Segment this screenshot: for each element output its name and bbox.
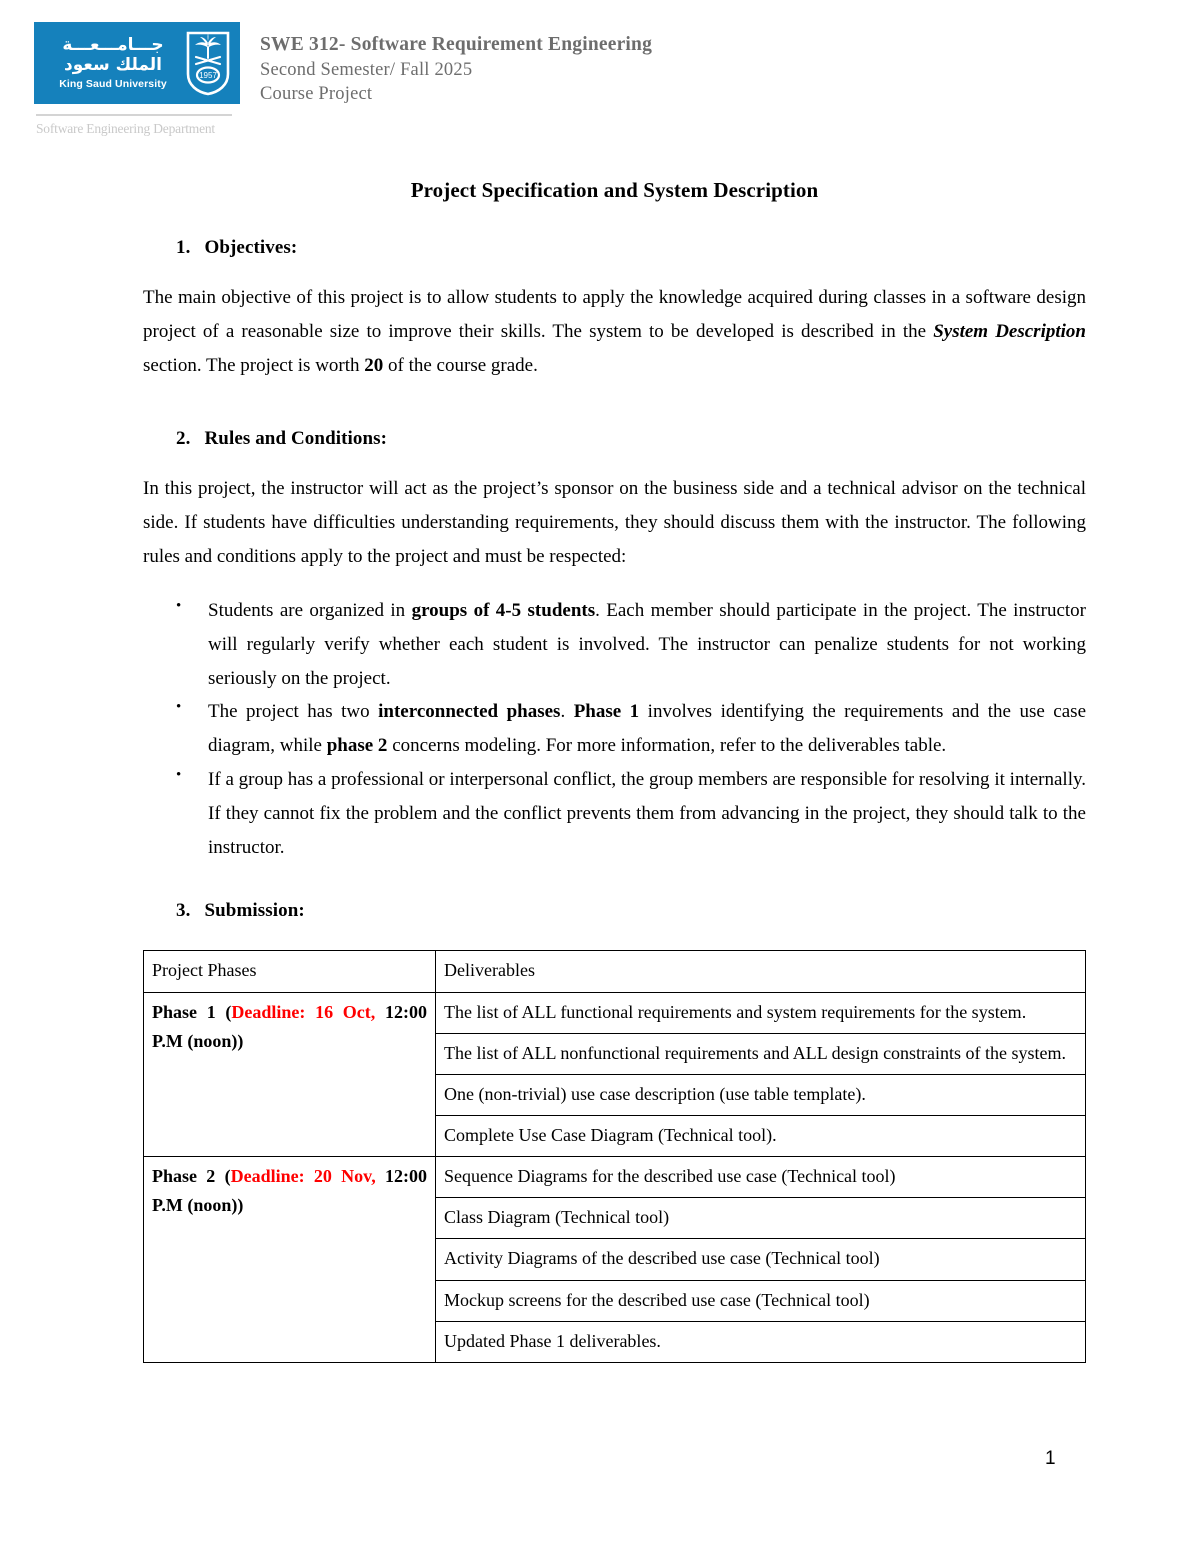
column-header-phases: Project Phases [144,951,436,992]
phase-2-deadline: Deadline: 20 Nov, [230,1166,376,1187]
logo-english-name: King Saud University [59,77,167,90]
spacer-after-objectives [143,382,1086,428]
objectives-paragraph [143,281,1086,382]
page-number: 1 [1045,1448,1056,1469]
deliverables-table [143,950,1086,1363]
section-heading-submission [176,900,1086,922]
bullet2-bold-phase2: phase 2 [326,735,388,757]
bullet1-part2: . Each member should participate in the project. The instructor will regularly verify whether each student is involved. The instructor can penalize students for not working seriously on the project. [208,599,1087,689]
system-description-emphasis: System Description [933,320,1086,342]
course-title-line: SWE 312- Software Requirement Engineering [260,34,653,55]
bullet2-bold-phases: interconnected phases [378,701,561,723]
project-grade-value: 20 [364,354,384,376]
rules-bullet-list [143,594,1086,865]
section-number-2: 2. [176,428,191,450]
list-item [143,594,1086,695]
deliverable-cell: The list of ALL functional requirements and system requirements for the system. [436,992,1086,1033]
section-number-1: 1. [176,237,191,258]
page-title: Project Specification and System Description [410,178,819,202]
list-item [143,763,1086,864]
phase-1-label-end: 12:00 P.M (noon)) [152,1001,427,1051]
deliverable-cell: Class Diagram (Technical tool) [436,1198,1086,1239]
bullet2-bold-phase1: Phase 1 [573,701,640,723]
objectives-text-part2: section. The project is worth [143,354,365,376]
table-row [144,992,1086,1033]
deliverable-cell: Complete Use Case Diagram (Technical tool). [436,1116,1086,1157]
objectives-text-part3: of the course grade. [383,354,538,376]
document-kind-line: Course Project [260,84,373,105]
bullet3-text: If a group has a professional or interpersonal conflict, the group members are responsible for resolving it internally. If they cannot fix the problem and the conflict prevents them from advancing in the project, they should talk to the instructor. [208,768,1086,858]
bullet1-part1: Students are organized in [208,599,412,621]
deliverable-cell: The list of ALL nonfunctional requirements and ALL design constraints of the system. [436,1033,1086,1074]
bullet2-part1: The project has two [208,701,379,723]
department-label: Software Engineering Department [36,121,215,136]
phase-2-label: Phase 2 ( [152,1166,231,1187]
semester-line: Second Semester/ Fall 2025 [260,59,473,80]
list-item [143,695,1086,763]
page-header [34,22,1160,137]
document-body [143,178,1086,1363]
phase-2-cell [144,1157,436,1363]
bullet1-bold-groups: groups of 4-5 students [411,599,596,621]
logo-arabic-line2: الملك سعود [64,54,162,75]
section-heading-rules [176,428,1086,450]
deliverable-cell: Activity Diagrams of the described use case (Technical tool) [436,1239,1086,1280]
section-label-objectives: Objectives: [204,237,298,258]
phase-1-label: Phase 1 ( [152,1001,232,1022]
objectives-text-part1: The main objective of this project is to allow students to apply the knowledge acquired during classes in a software design project of a reasonable size to improve their skills. The system to be developed is described in the [143,287,1086,342]
shield-year-label: 1957 [199,71,217,80]
university-logo-block [34,22,240,137]
bullet2-part4: concerns modeling. For more information, refer to the deliverables table. [387,735,947,757]
section-number-3: 3. [176,900,191,922]
phase-1-deadline: Deadline: 16 Oct, [231,1001,376,1022]
column-header-deliverables: Deliverables [436,951,1086,992]
section-label-rules: Rules and Conditions: [204,428,388,450]
logo-divider [36,114,232,116]
header-course-info [260,22,652,107]
deliverable-cell: Mockup screens for the described use case (Technical tool) [436,1280,1086,1321]
bullet2-part3: involves identifying the requirements and the use case diagram, while [208,701,1087,757]
spacer-before-submission [143,864,1086,900]
section-label-submission: Submission: [204,900,305,922]
ksu-shield-icon [182,30,234,96]
table-row [144,1157,1086,1198]
ksu-logo-badge [34,22,240,104]
logo-arabic-line1: جـــامـــعـــة [62,34,164,55]
phase-1-cell [144,992,436,1157]
phase-2-label-end: 12:00 P.M (noon)) [152,1166,427,1216]
logo-arabic-text [44,36,182,91]
table-header-row [144,951,1086,992]
bullet2-part2: . [560,701,574,723]
deliverable-cell: Updated Phase 1 deliverables. [436,1321,1086,1362]
deliverable-cell: Sequence Diagrams for the described use case (Technical tool) [436,1157,1086,1198]
rules-paragraph: In this project, the instructor will act as the project’s sponsor on the business side and a technical advisor on the technical side. If students have difficulties understanding requirements, they should discuss them with the instructor. The following rules and conditions apply to the project and must be respected: [143,478,1086,568]
deliverable-cell: One (non-trivial) use case description (use table template). [436,1074,1086,1115]
section-heading-objectives [176,237,1086,259]
